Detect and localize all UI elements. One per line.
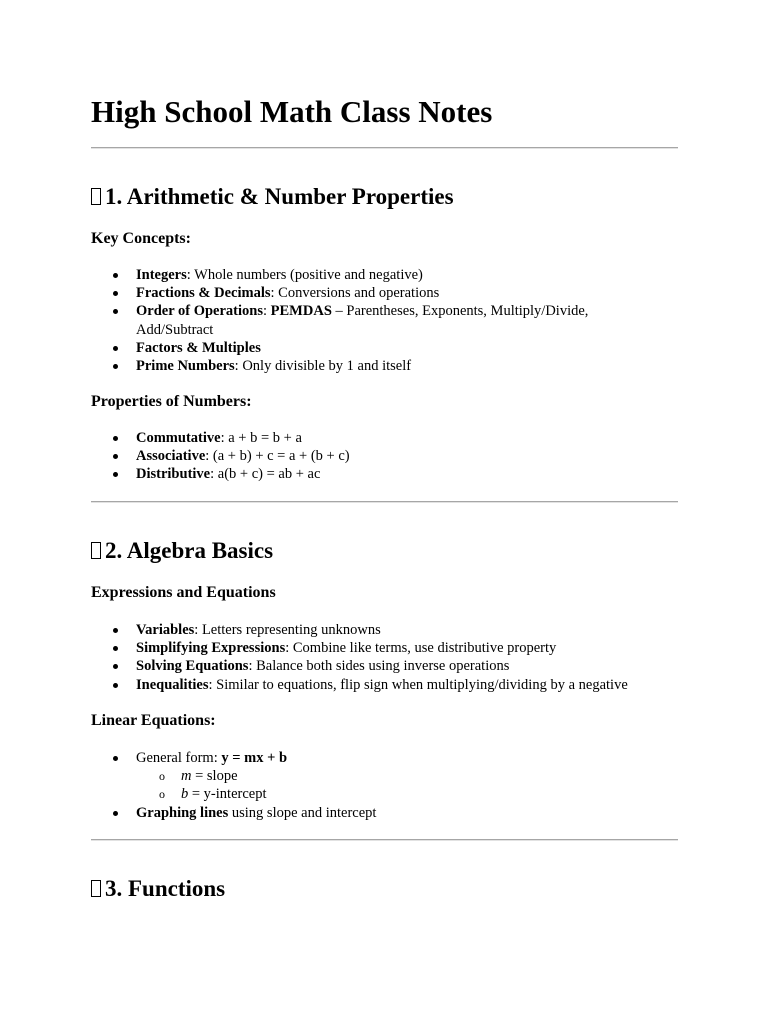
sub-list-item: o b = y-intercept [136, 785, 631, 803]
subheading-expressions: Expressions and Equations [91, 584, 276, 601]
subheading-key-concepts: Key Concepts: [91, 230, 191, 247]
list-item: Associative: (a + b) + c = a + (b + c) [91, 447, 631, 465]
expressions-list [91, 621, 671, 694]
section-heading-functions: 3. Functions [91, 875, 225, 903]
list-item: Variables: Letters representing unknowns [91, 621, 671, 639]
divider [91, 839, 678, 841]
page-title: High School Math Class Notes [91, 94, 493, 129]
list-item: Order of Operations: PEMDAS – Parentheses, Exponents, Multiply/Divide, Add/Subtract [91, 302, 631, 338]
properties-list [91, 429, 631, 484]
sub-list-item: o m = slope [136, 767, 631, 785]
list-item: Graphing lines using slope and intercept [91, 804, 631, 822]
missing-glyph-icon [91, 880, 101, 897]
sub-list [136, 767, 631, 803]
missing-glyph-icon [91, 542, 101, 559]
list-item: Commutative: a + b = b + a [91, 429, 631, 447]
divider [91, 147, 678, 149]
key-concepts-list [91, 266, 631, 375]
subheading-properties: Properties of Numbers: [91, 393, 252, 410]
list-item: General form: y = mx + b o m = slope o b = y-intercept [91, 749, 631, 804]
linear-equations-list [91, 749, 631, 822]
list-item: Distributive: a(b + c) = ab + ac [91, 465, 631, 483]
divider [91, 501, 678, 503]
list-item: Inequalities: Similar to equations, flip sign when multiplying/dividing by a negative [91, 676, 671, 694]
list-item: Fractions & Decimals: Conversions and operations [91, 284, 631, 302]
list-item: Integers: Whole numbers (positive and negative) [91, 266, 631, 284]
list-item: Solving Equations: Balance both sides using inverse operations [91, 657, 671, 675]
subheading-linear-equations: Linear Equations: [91, 712, 216, 729]
list-item: Simplifying Expressions: Combine like terms, use distributive property [91, 639, 671, 657]
section-heading-algebra: 2. Algebra Basics [91, 537, 273, 565]
missing-glyph-icon [91, 188, 101, 205]
section-heading-arithmetic: 1. Arithmetic & Number Properties [91, 183, 454, 211]
list-item: Prime Numbers: Only divisible by 1 and itself [91, 357, 631, 375]
list-item: Factors & Multiples [91, 339, 631, 357]
